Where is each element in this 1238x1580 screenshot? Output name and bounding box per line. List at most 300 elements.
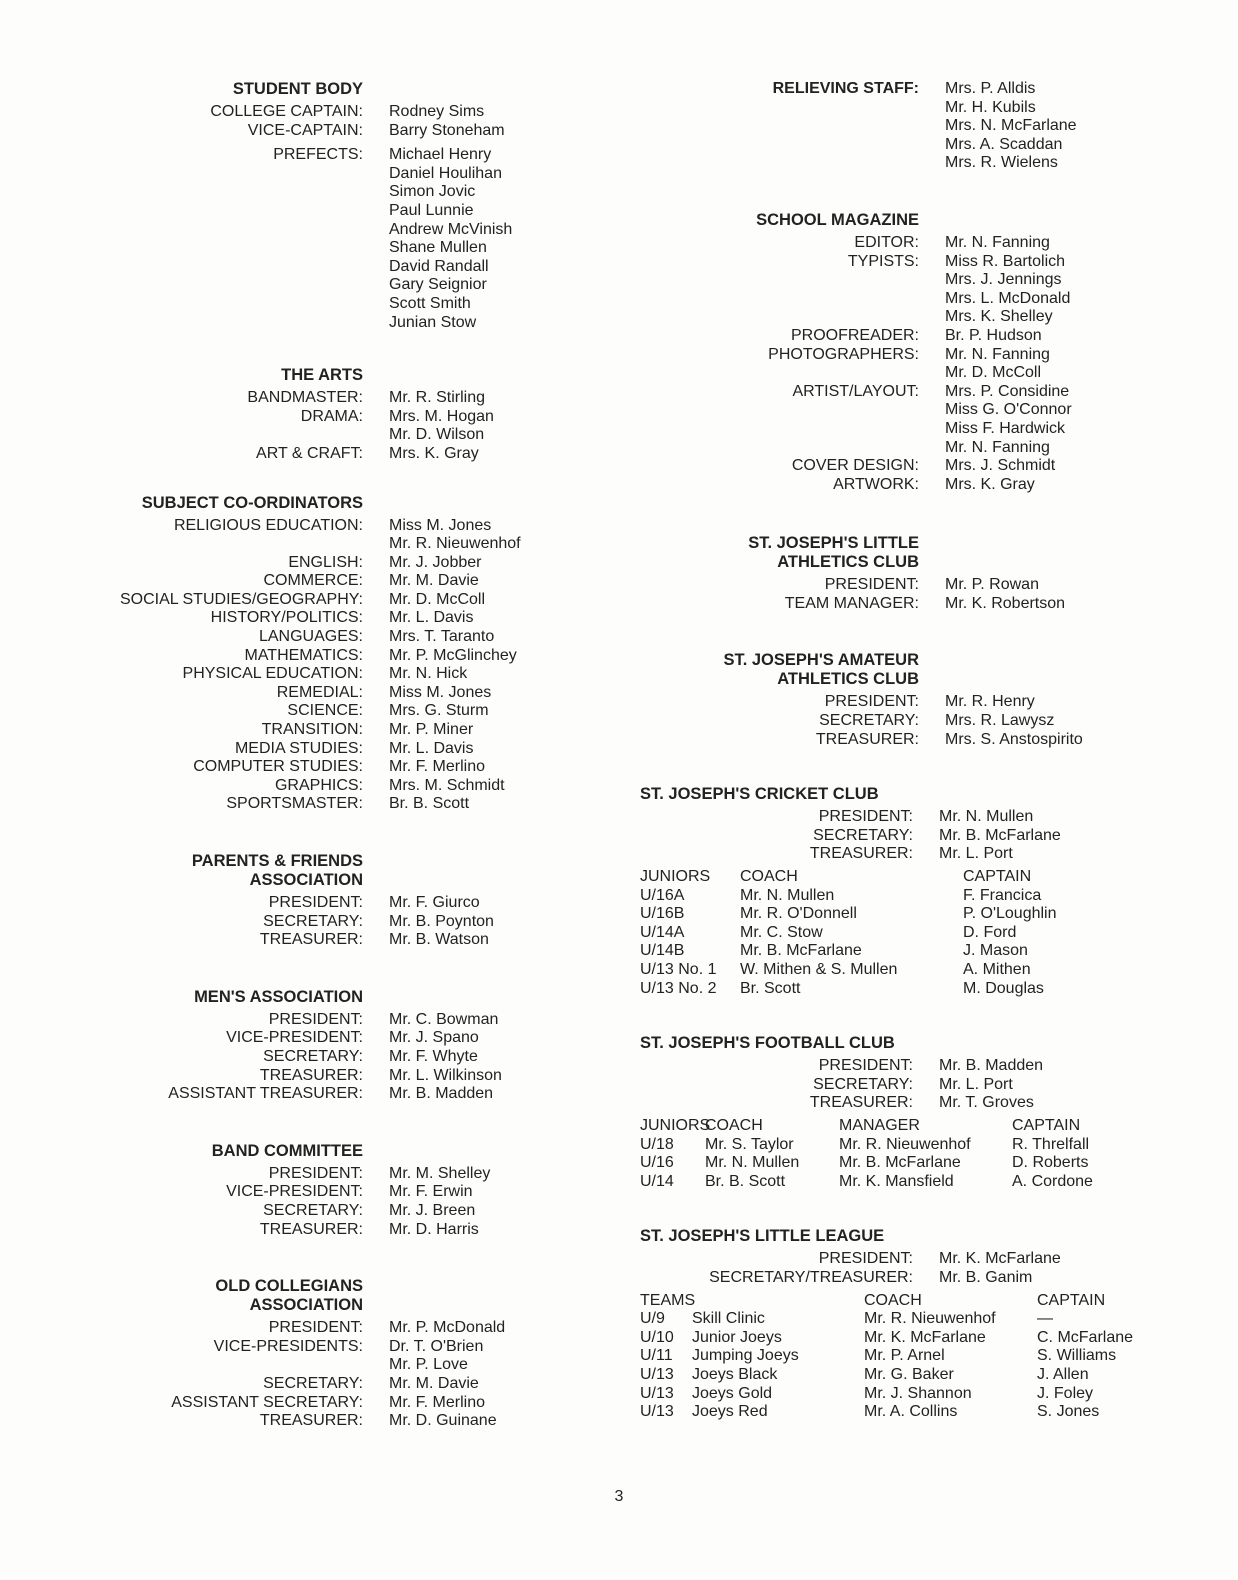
entry-row bbox=[0, 1202, 620, 1221]
section-heading: ST. JOSEPH'S LITTLE LEAGUE bbox=[640, 1227, 885, 1246]
role-names bbox=[363, 647, 517, 666]
person-name: Miss F. Hardwick bbox=[945, 419, 1066, 437]
role-names bbox=[363, 572, 479, 591]
section-heading: ST. JOSEPH'S CRICKET CLUB bbox=[640, 785, 879, 804]
role-names bbox=[919, 327, 1042, 346]
person-name: Mr. M. Davie bbox=[389, 1374, 479, 1392]
entry-row bbox=[0, 591, 620, 610]
role-label: ARTWORK: bbox=[833, 475, 919, 493]
role-names bbox=[919, 693, 1035, 712]
entry-row bbox=[620, 827, 1238, 846]
role-label: VICE-PRESIDENT: bbox=[226, 1183, 363, 1201]
role-label: SECRETARY: bbox=[819, 712, 919, 730]
role-label: ARTIST/LAYOUT: bbox=[792, 382, 919, 400]
person-name: Mr. B. Madden bbox=[389, 1085, 494, 1103]
entry-row bbox=[0, 1067, 620, 1086]
role-label: SECRETARY: bbox=[813, 826, 913, 844]
section-heading: MEN'S ASSOCIATION bbox=[194, 987, 363, 1006]
team-row bbox=[640, 1173, 1238, 1192]
role-label: HISTORY/POLITICS: bbox=[210, 609, 363, 627]
team-row bbox=[640, 1385, 1238, 1404]
person-name: Mrs. J. Schmidt bbox=[945, 457, 1056, 475]
role-label: PRESIDENT: bbox=[824, 576, 919, 594]
role-names bbox=[363, 1221, 479, 1240]
section-heading: PARENTS & FRIENDS ASSOCIATION bbox=[191, 852, 363, 889]
role-label: SECRETARY: bbox=[813, 1075, 913, 1093]
person-name: Mr. M. Shelley bbox=[389, 1164, 491, 1182]
team-cell: Mr. K. Mansfield bbox=[839, 1172, 954, 1190]
person-name: Mr. H. Kubils bbox=[945, 98, 1036, 116]
section-heading: STUDENT BODY bbox=[232, 80, 363, 98]
role-label: COLLEGE CAPTAIN: bbox=[210, 103, 363, 120]
person-name: Mr. P. Miner bbox=[389, 721, 474, 739]
role-label: ASSISTANT SECRETARY: bbox=[171, 1393, 363, 1411]
role-names bbox=[363, 684, 491, 703]
entry-row bbox=[620, 253, 1238, 327]
person-name: Mr. L. Davis bbox=[389, 739, 474, 757]
team-row bbox=[640, 1136, 1238, 1155]
section-entries bbox=[620, 693, 1238, 749]
person-name: Mr. T. Groves bbox=[939, 1094, 1034, 1112]
entry-row bbox=[0, 103, 620, 122]
role-names bbox=[363, 122, 505, 141]
role-label: TREASURER: bbox=[259, 1066, 363, 1084]
section-parents-friends bbox=[0, 852, 620, 950]
section-entries bbox=[620, 1250, 1238, 1287]
role-names bbox=[913, 1250, 1061, 1269]
team-cell: U/16 bbox=[640, 1154, 674, 1172]
role-label: TREASURER: bbox=[815, 730, 919, 748]
column-header: CAPTAIN bbox=[963, 868, 1032, 886]
section-heading: OLD COLLEGIANS ASSOCIATION bbox=[215, 1277, 363, 1315]
role-label: TREASURER: bbox=[809, 1094, 913, 1112]
team-row bbox=[640, 980, 1238, 999]
person-name: Paul Lunnie bbox=[389, 201, 474, 219]
team-cell: Jumping Joeys bbox=[692, 1347, 799, 1365]
entry-row bbox=[620, 576, 1238, 595]
person-name: Mrs. S. Anstospirito bbox=[945, 730, 1083, 748]
team-cell: F. Francica bbox=[963, 886, 1042, 904]
team-cell: U/18 bbox=[640, 1135, 674, 1153]
entry-row bbox=[0, 702, 620, 721]
team-row bbox=[640, 905, 1238, 924]
entry-row bbox=[0, 1165, 620, 1184]
team-cell: Mr. G. Baker bbox=[864, 1365, 954, 1383]
team-cell: U/13 No. 2 bbox=[640, 979, 717, 997]
team-cell: P. O'Loughlin bbox=[963, 905, 1057, 923]
section-mens-association bbox=[0, 988, 620, 1104]
column-header: JUNIORS bbox=[640, 868, 711, 886]
role-label: ASSISTANT TREASURER: bbox=[168, 1085, 363, 1103]
role-label: RELIEVING STAFF: bbox=[772, 80, 919, 97]
section-student-body bbox=[0, 80, 620, 332]
person-name: Scott Smith bbox=[389, 294, 471, 312]
role-names bbox=[919, 476, 1035, 495]
team-cell: Mr. K. McFarlane bbox=[864, 1328, 986, 1346]
team-row bbox=[640, 924, 1238, 943]
role-names bbox=[919, 731, 1083, 750]
role-label: VICE-PRESIDENTS: bbox=[213, 1337, 363, 1355]
section-entries bbox=[0, 517, 620, 815]
person-name: Mr. F. Whyte bbox=[389, 1047, 478, 1065]
role-label: ART & CRAFT: bbox=[256, 444, 363, 462]
team-table-header bbox=[640, 1292, 1238, 1311]
person-name: Mr. N. Fanning bbox=[945, 233, 1050, 251]
role-names bbox=[363, 1183, 473, 1202]
team-cell: U/14 bbox=[640, 1172, 674, 1190]
role-names bbox=[363, 1029, 479, 1048]
entry-row bbox=[620, 1057, 1238, 1076]
person-name: Mrs. M. Hogan bbox=[389, 407, 494, 425]
person-name: Rodney Sims bbox=[389, 103, 485, 120]
team-cell: Mr. N. Mullen bbox=[740, 886, 835, 904]
person-name: Mr. M. Davie bbox=[389, 572, 479, 590]
role-label: MEDIA STUDIES: bbox=[234, 739, 363, 757]
person-name: Mr. C. Bowman bbox=[389, 1010, 499, 1028]
section-little-league bbox=[620, 1227, 1238, 1421]
role-names bbox=[363, 146, 512, 332]
person-name: Dr. T. O'Brien bbox=[389, 1337, 484, 1355]
team-row bbox=[640, 1154, 1238, 1173]
person-name: Mr. D. Wilson bbox=[389, 426, 485, 444]
person-name: Mr. R. Nieuwenhof bbox=[389, 535, 521, 553]
person-name: Mrs. K. Shelley bbox=[945, 308, 1053, 326]
role-label: LANGUAGES: bbox=[258, 628, 363, 646]
section-entries bbox=[620, 234, 1238, 494]
team-cell: U/13 bbox=[640, 1365, 674, 1383]
role-names bbox=[913, 1057, 1043, 1076]
team-cell: Mr. N. Mullen bbox=[705, 1154, 800, 1172]
section-heading: SUBJECT CO-ORDINATORS bbox=[141, 493, 363, 512]
team-cell: U/11 bbox=[640, 1347, 673, 1365]
entry-row bbox=[0, 795, 620, 814]
team-table bbox=[640, 1292, 1238, 1422]
person-name: Shane Mullen bbox=[389, 239, 487, 257]
entry-row bbox=[620, 1269, 1238, 1288]
team-row bbox=[640, 1366, 1238, 1385]
role-label: PROOFREADER: bbox=[790, 326, 919, 344]
entry-row bbox=[0, 1375, 620, 1394]
team-cell: U/13 No. 1 bbox=[640, 961, 717, 978]
team-table bbox=[640, 868, 1238, 998]
role-label: EDITOR: bbox=[854, 233, 919, 251]
section-entries bbox=[620, 80, 1238, 173]
team-cell: Mr. S. Taylor bbox=[705, 1135, 794, 1153]
role-label: PRESIDENT: bbox=[824, 693, 919, 711]
section-heading: BAND COMMITTEE bbox=[211, 1141, 363, 1160]
role-label: PHYSICAL EDUCATION: bbox=[182, 665, 363, 683]
role-names bbox=[913, 1269, 1032, 1288]
entry-row bbox=[620, 234, 1238, 253]
entry-row bbox=[0, 1221, 620, 1240]
entry-row bbox=[0, 1394, 620, 1413]
section-cricket-club bbox=[620, 785, 1238, 998]
person-name: Mr. D. McColl bbox=[945, 364, 1041, 382]
role-names bbox=[363, 389, 485, 408]
section-heading: ST. JOSEPH'S LITTLE ATHLETICS CLUB bbox=[748, 534, 919, 572]
role-names bbox=[363, 665, 467, 684]
person-name: Mrs. J. Jennings bbox=[945, 271, 1062, 289]
team-cell: R. Threlfall bbox=[1012, 1135, 1090, 1153]
section-entries bbox=[0, 894, 620, 950]
role-names bbox=[363, 1202, 475, 1221]
team-cell: Joeys Gold bbox=[692, 1384, 773, 1402]
entry-row bbox=[620, 1076, 1238, 1095]
section-amateur-athletics bbox=[620, 651, 1238, 749]
role-label: PHOTOGRAPHERS: bbox=[768, 345, 919, 363]
entry-row bbox=[0, 445, 620, 464]
entry-row bbox=[620, 1094, 1238, 1113]
role-label: PRESIDENT: bbox=[818, 808, 913, 826]
role-names bbox=[363, 103, 484, 122]
entry-row bbox=[0, 146, 620, 332]
role-label: TREASURER: bbox=[809, 845, 913, 863]
entry-row bbox=[0, 931, 620, 950]
team-row bbox=[640, 887, 1238, 906]
section-subject-coordinators bbox=[0, 494, 620, 815]
role-label: ENGLISH: bbox=[288, 553, 363, 571]
entry-row bbox=[0, 1048, 620, 1067]
team-cell: Mr. B. McFarlane bbox=[839, 1154, 961, 1172]
person-name: Mr. J. Jobber bbox=[389, 553, 482, 571]
person-name: Barry Stoneham bbox=[389, 121, 505, 139]
role-label: PRESIDENT: bbox=[818, 1057, 913, 1075]
section-school-magazine bbox=[620, 211, 1238, 494]
person-name: Mr. F. Giurco bbox=[389, 894, 480, 911]
entry-row bbox=[0, 913, 620, 932]
entry-row bbox=[620, 693, 1238, 712]
role-label: PRESIDENT: bbox=[268, 894, 363, 911]
team-cell: U/16B bbox=[640, 905, 685, 923]
person-name: Mr. P. Love bbox=[389, 1356, 468, 1374]
section-entries bbox=[0, 1011, 620, 1104]
person-name: Mr. D. Harris bbox=[389, 1220, 479, 1238]
role-names bbox=[363, 1319, 505, 1338]
entry-row bbox=[620, 80, 1238, 173]
role-names bbox=[363, 702, 489, 721]
person-name: Mr. R. Stirling bbox=[389, 389, 486, 407]
person-name: Mrs. L. McDonald bbox=[945, 289, 1071, 307]
team-cell: Mr. P. Arnel bbox=[864, 1347, 945, 1365]
role-label: BANDMASTER: bbox=[247, 389, 363, 407]
role-names bbox=[919, 576, 1039, 595]
person-name: Mr. J. Spano bbox=[389, 1029, 479, 1047]
entry-row bbox=[0, 628, 620, 647]
person-name: Mr. N. Fanning bbox=[945, 438, 1050, 456]
role-names bbox=[913, 1076, 1013, 1095]
role-names bbox=[363, 1165, 490, 1184]
person-name: Mr. B. Madden bbox=[939, 1057, 1044, 1075]
entry-row bbox=[0, 408, 620, 445]
person-name: Michael Henry bbox=[389, 146, 492, 164]
section-band-committee bbox=[0, 1142, 620, 1239]
person-name: Mr. D. Guinane bbox=[389, 1412, 497, 1430]
team-cell: U/10 bbox=[640, 1328, 674, 1346]
team-cell: A. Mithen bbox=[963, 961, 1031, 978]
entry-row bbox=[0, 122, 620, 141]
role-label: SOCIAL STUDIES/GEOGRAPHY: bbox=[119, 590, 363, 608]
person-name: Mrs. R. Wielens bbox=[945, 154, 1058, 172]
role-names bbox=[363, 609, 473, 628]
team-cell: C. McFarlane bbox=[1037, 1328, 1134, 1346]
section-entries bbox=[0, 1165, 620, 1239]
team-cell: Mr. R. Nieuwenhof bbox=[864, 1310, 996, 1328]
entry-row bbox=[0, 721, 620, 740]
person-name: Miss M. Jones bbox=[389, 516, 492, 534]
role-names bbox=[363, 1048, 478, 1067]
role-label: PRESIDENT: bbox=[268, 1319, 363, 1337]
person-name: Mr. K. Robertson bbox=[945, 594, 1066, 612]
role-names bbox=[363, 1375, 479, 1394]
role-names bbox=[919, 712, 1054, 731]
person-name: Mrs. N. McFarlane bbox=[945, 117, 1077, 135]
role-names bbox=[363, 591, 485, 610]
role-names bbox=[363, 795, 469, 814]
team-table-header bbox=[640, 868, 1238, 887]
team-cell: U/16A bbox=[640, 886, 685, 904]
column-header: COACH bbox=[740, 868, 798, 886]
person-name: Mrs. P. Considine bbox=[945, 382, 1070, 400]
person-name: Miss M. Jones bbox=[389, 683, 492, 701]
role-names bbox=[363, 1011, 498, 1030]
section-relieving-staff bbox=[620, 80, 1238, 173]
team-cell: Br. Scott bbox=[740, 979, 801, 997]
section-entries bbox=[620, 808, 1238, 864]
role-label: VICE-CAPTAIN: bbox=[247, 121, 363, 139]
person-name: Mrs. K. Gray bbox=[389, 444, 479, 462]
team-cell: U/14B bbox=[640, 942, 685, 960]
team-row bbox=[640, 1347, 1238, 1366]
entry-row bbox=[620, 712, 1238, 731]
section-heading: ST. JOSEPH'S AMATEUR ATHLETICS CLUB bbox=[723, 651, 919, 689]
team-cell: J. Foley bbox=[1037, 1384, 1094, 1402]
role-names bbox=[919, 253, 1070, 327]
role-names bbox=[919, 457, 1055, 476]
person-name: Miss R. Bartolich bbox=[945, 252, 1066, 270]
section-entries bbox=[620, 576, 1238, 613]
team-table bbox=[640, 1117, 1238, 1191]
team-cell: Mr. A. Collins bbox=[864, 1403, 958, 1421]
person-name: Mr. K. McFarlane bbox=[939, 1250, 1061, 1268]
team-cell: U/13 bbox=[640, 1403, 674, 1421]
person-name: Mrs. P. Alldis bbox=[945, 80, 1036, 97]
person-name: Miss G. O'Connor bbox=[945, 401, 1072, 419]
entry-row bbox=[0, 684, 620, 703]
team-row bbox=[640, 961, 1238, 980]
entry-row bbox=[620, 476, 1238, 495]
role-names bbox=[363, 1394, 485, 1413]
column-header: TEAMS bbox=[640, 1291, 696, 1309]
role-names bbox=[363, 628, 494, 647]
entry-row bbox=[0, 389, 620, 408]
entry-row bbox=[620, 595, 1238, 614]
role-label: TREASURER: bbox=[259, 1220, 363, 1238]
team-cell: D. Roberts bbox=[1012, 1154, 1089, 1172]
person-name: Mr. N. Hick bbox=[389, 665, 468, 683]
column-header: MANAGER bbox=[839, 1116, 920, 1134]
person-name: Br. P. Hudson bbox=[945, 326, 1042, 344]
entry-row bbox=[0, 1319, 620, 1338]
role-names bbox=[363, 721, 473, 740]
role-label: SECRETARY: bbox=[263, 1374, 363, 1392]
person-name: Mrs. M. Schmidt bbox=[389, 776, 505, 794]
section-heading: SCHOOL MAGAZINE bbox=[756, 210, 919, 229]
section-football-club bbox=[620, 1034, 1238, 1191]
person-name: Mr. B. Poynton bbox=[389, 912, 494, 930]
person-name: Mr. L. Davis bbox=[389, 609, 474, 627]
team-cell: U/13 bbox=[640, 1384, 674, 1402]
person-name: Mr. P. McDonald bbox=[389, 1319, 506, 1337]
team-cell: U/14A bbox=[640, 923, 685, 941]
column-header: COACH bbox=[864, 1291, 922, 1309]
person-name: Daniel Houlihan bbox=[389, 164, 502, 182]
team-cell: U/9 bbox=[640, 1310, 665, 1328]
role-names bbox=[363, 445, 479, 464]
role-names bbox=[363, 758, 485, 777]
person-name: Mr. B. Watson bbox=[389, 931, 489, 949]
role-names bbox=[919, 383, 1072, 457]
role-names bbox=[363, 1067, 502, 1086]
entry-row bbox=[0, 517, 620, 554]
team-cell: D. Ford bbox=[963, 923, 1017, 941]
entry-row bbox=[620, 1250, 1238, 1269]
role-label: COMMERCE: bbox=[263, 572, 363, 590]
role-names bbox=[363, 554, 481, 573]
role-label: SECRETARY: bbox=[263, 1201, 363, 1219]
role-label: COVER DESIGN: bbox=[791, 457, 919, 475]
section-entries bbox=[620, 1057, 1238, 1113]
person-name: Junian Stow bbox=[389, 313, 477, 331]
person-name: Mr. F. Merlino bbox=[389, 758, 486, 776]
role-label: MATHEMATICS: bbox=[244, 646, 363, 664]
role-names bbox=[913, 827, 1061, 846]
column-header: CAPTAIN bbox=[1012, 1116, 1081, 1134]
entry-row bbox=[620, 845, 1238, 864]
role-label: DRAMA: bbox=[300, 407, 363, 425]
person-name: Mrs. G. Sturm bbox=[389, 702, 489, 720]
person-name: Mr. P. Rowan bbox=[945, 576, 1039, 594]
section-heading: ST. JOSEPH'S FOOTBALL CLUB bbox=[640, 1034, 895, 1053]
person-name: Mr. P. McGlinchey bbox=[389, 646, 517, 664]
role-names bbox=[363, 1338, 483, 1375]
entry-row bbox=[0, 647, 620, 666]
team-cell: Joeys Red bbox=[692, 1403, 768, 1421]
person-name: Mr. F. Erwin bbox=[389, 1183, 473, 1201]
entry-row bbox=[0, 1011, 620, 1030]
team-cell: Junior Joeys bbox=[692, 1328, 782, 1346]
page-number: 3 bbox=[614, 1488, 624, 1505]
entry-row bbox=[0, 572, 620, 591]
entry-row bbox=[0, 1338, 620, 1375]
person-name: Mr. L. Port bbox=[939, 845, 1013, 863]
entry-row bbox=[620, 327, 1238, 346]
team-cell: Skill Clinic bbox=[692, 1310, 765, 1328]
right-column bbox=[620, 80, 1238, 1422]
team-row bbox=[640, 942, 1238, 961]
person-name: Gary Seignior bbox=[389, 276, 487, 294]
section-entries bbox=[0, 389, 620, 463]
role-names bbox=[919, 80, 1077, 173]
entry-row bbox=[620, 383, 1238, 457]
role-names bbox=[363, 931, 489, 950]
team-cell: Mr. J. Shannon bbox=[864, 1384, 972, 1402]
role-names bbox=[363, 894, 480, 913]
team-table-header bbox=[640, 1117, 1238, 1136]
team-cell: J. Allen bbox=[1037, 1365, 1089, 1383]
role-label: TREASURER: bbox=[259, 1412, 363, 1430]
section-the-arts bbox=[0, 366, 620, 463]
person-name: Mr. N. Mullen bbox=[939, 808, 1034, 826]
